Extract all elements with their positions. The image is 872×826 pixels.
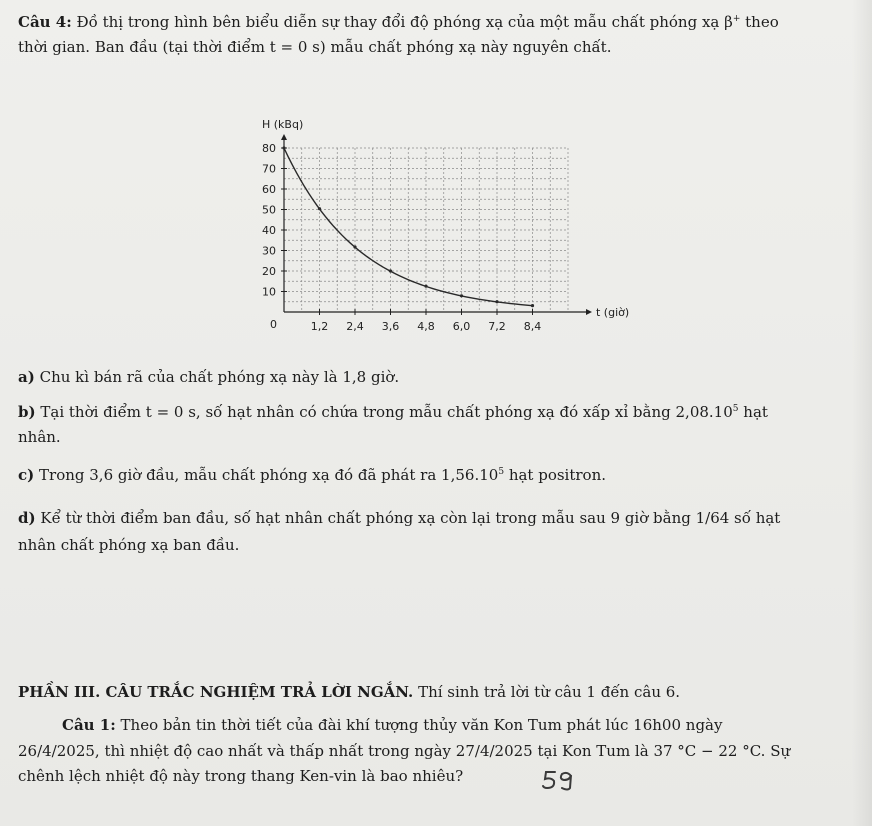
statement-c-exponent: 5	[498, 467, 505, 477]
part3-q1-line2: 26/4/2025, thì nhiệt độ cao nhất và thấp nhất trong ngày 27/4/2025 tại Kon Tum là 37 °C − 22 °C. Sự	[18, 742, 791, 760]
y-tick-label: 80	[262, 142, 276, 155]
question4-title: Câu 4:	[18, 13, 72, 31]
activity-decay-chart	[236, 110, 656, 350]
question4-line1	[18, 12, 866, 32]
x-tick-label: 6,0	[452, 320, 471, 333]
data-point	[389, 269, 392, 272]
y-tick-label: 30	[262, 244, 276, 258]
y-tick-label: 40	[262, 224, 276, 237]
statement-c-text: Trong 3,6 giờ đầu, mẫu chất phóng xạ đó đã phát ra 1,56.10	[39, 466, 499, 484]
y-axis-label: H (kBq)	[262, 118, 304, 131]
x-tick-label: 7,2	[488, 320, 506, 333]
x-tick-label: 3,6	[381, 320, 400, 333]
data-point	[460, 294, 463, 297]
page-edge-shadow	[852, 0, 872, 826]
y-tick-label: 70	[262, 162, 276, 176]
x-tick-label: 8,4	[523, 320, 542, 333]
x-axis-arrow	[586, 309, 592, 315]
statement-b-tail: hạt	[743, 403, 768, 421]
x-axis-label: t (giờ)	[596, 306, 630, 319]
part3-heading-line	[18, 682, 866, 702]
data-point	[318, 207, 321, 210]
statement-d-line1	[18, 508, 866, 528]
chart-axes	[281, 134, 592, 315]
statement-d-label: d)	[18, 509, 36, 527]
handwritten-answer	[541, 768, 577, 792]
data-point	[282, 146, 285, 149]
statement-b-line2: nhân.	[18, 428, 61, 446]
statement-b-label: b)	[18, 403, 36, 421]
statement-d-line2: nhân chất phóng xạ ban đầu.	[18, 536, 240, 554]
statement-b-line1	[18, 402, 866, 422]
x-tick-label: 4,8	[417, 320, 435, 333]
chart-series	[282, 146, 534, 307]
question4-text1-tail: theo	[745, 13, 779, 31]
statement-a-text: Chu kì bán rã của chất phóng xạ này là 1,8 giờ.	[39, 368, 400, 386]
part3-q1-line1	[62, 715, 866, 735]
y-tick-label: 60	[262, 183, 276, 196]
y-axis-arrow	[281, 134, 287, 140]
part3-q1-label: Câu 1:	[62, 716, 116, 734]
statement-d-text: Kể từ thời điểm ban đầu, số hạt nhân chất phóng xạ còn lại trong mẫu sau 9 giờ bằng 1/64 số hạt	[40, 509, 781, 527]
question4-line2: thời gian. Ban đầu (tại thời điểm t = 0 s) mẫu chất phóng xạ này nguyên chất.	[18, 38, 612, 56]
origin-label: 0	[270, 318, 277, 331]
part3-heading-tail: Thí sinh trả lời từ câu 1 đến câu 6.	[418, 683, 681, 701]
statement-b-text: Tại thời điểm t = 0 s, số hạt nhân có chứa trong mẫu chất phóng xạ đó xấp xỉ bằng 2,08.10	[40, 403, 733, 421]
y-tick-label: 20	[262, 265, 276, 278]
x-tick-label: 1,2	[310, 320, 329, 333]
statement-a-label: a)	[18, 368, 35, 386]
y-tick-label: 10	[262, 285, 276, 299]
part3-q1-text1: Theo bản tin thời tiết của đài khí tượng thủy văn Kon Tum phát lúc 16h00 ngày	[120, 716, 723, 734]
x-tick-label: 2,4	[346, 320, 364, 333]
part3-heading: PHẦN III. CÂU TRẮC NGHIỆM TRẢ LỜI NGẮN.	[18, 683, 414, 701]
data-point	[495, 300, 498, 303]
statement-b-exponent: 5	[732, 404, 739, 414]
data-point	[353, 245, 356, 248]
question4-text1: Đồ thị trong hình bên biểu diễn sự thay đổi độ phóng xạ của một mẫu chất phóng xạ β	[76, 13, 733, 31]
data-point	[424, 285, 427, 288]
statement-c-label: c)	[18, 466, 35, 484]
statement-c-tail: hạt positron.	[508, 466, 607, 484]
chart-ticks	[262, 142, 541, 333]
part3-q1-line3: chênh lệch nhiệt độ này trong thang Ken-vin là bao nhiêu?	[18, 767, 464, 785]
beta-plus-sup: +	[732, 14, 741, 24]
statement-a	[18, 367, 866, 387]
decay-curve-line	[284, 148, 533, 306]
data-point	[531, 304, 534, 307]
statement-c	[18, 465, 866, 485]
y-tick-label: 50	[262, 203, 276, 217]
